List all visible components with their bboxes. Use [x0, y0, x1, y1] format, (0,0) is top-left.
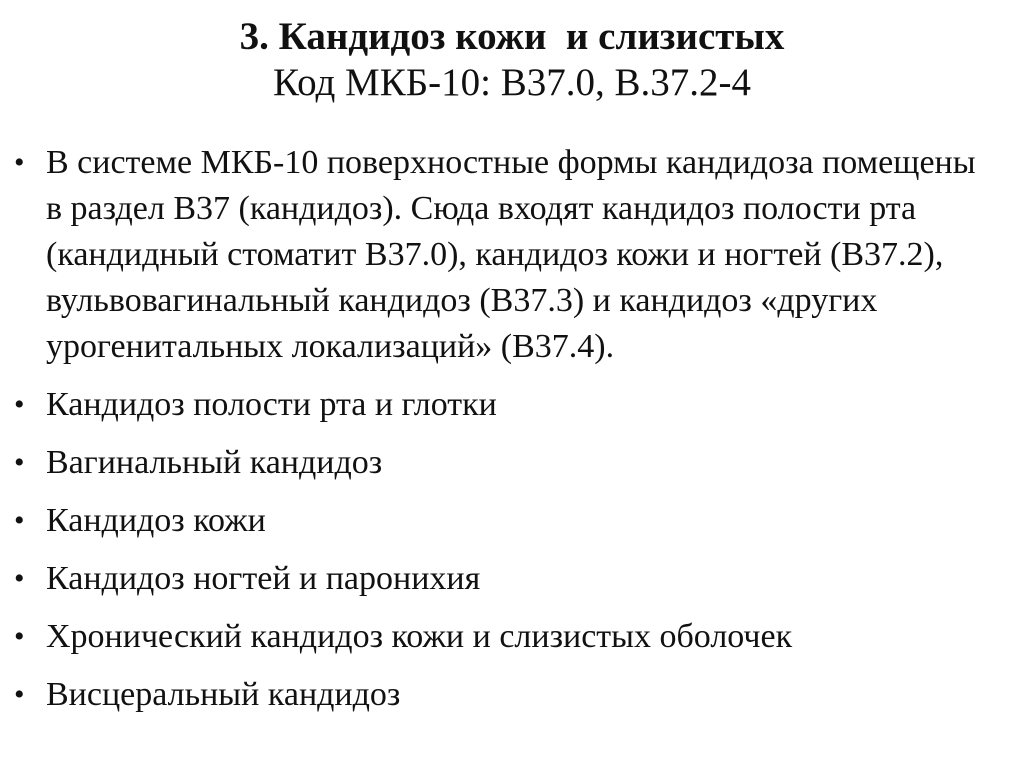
bullet-text: Кандидоз кожи	[46, 502, 266, 539]
bullet-item-vaginal	[0, 440, 976, 486]
bullet-list	[0, 140, 976, 718]
bullet-item-icd-description	[0, 140, 976, 370]
bullet-text: Кандидоз ногтей и паронихия	[46, 560, 481, 597]
bullet-text: Вагинальный кандидоз	[46, 444, 383, 481]
title-heading: 3. Кандидоз кожи и слизистых	[239, 15, 785, 58]
title-icd-code: Код МКБ-10: В37.0, В.37.2-4	[273, 61, 751, 104]
bullet-dot-icon: •	[14, 562, 25, 595]
bullet-dot-icon: •	[14, 388, 25, 421]
bullet-text: Висцеральный кандидоз	[46, 676, 401, 713]
slide-title	[0, 14, 1024, 106]
bullet-dot-icon: •	[14, 146, 25, 179]
bullet-item-visceral	[0, 672, 976, 718]
bullet-dot-icon: •	[14, 446, 25, 479]
bullet-text: В системе МКБ-10 поверхностные формы кандидоза помещены в раздел В37 (кандидоз). Сюда входят кандидоз полости рта (кандидный стоматит В37.0), кандидоз кожи и ногтей (В37.2), вульвовагинальный кандидоз (В37.3) и кандидоз «других урогенитальных локализаций» (В37.4).	[46, 144, 976, 365]
bullet-item-chronic-mucocutaneous	[0, 614, 976, 660]
bullet-item-skin	[0, 498, 976, 544]
bullet-text: Кандидоз полости рта и глотки	[46, 386, 497, 423]
bullet-item-nails	[0, 556, 976, 602]
bullet-dot-icon: •	[14, 678, 25, 711]
bullet-item-oral-pharyngeal	[0, 382, 976, 428]
bullet-text: Хронический кандидоз кожи и слизистых оболочек	[46, 618, 793, 655]
bullet-dot-icon: •	[14, 504, 25, 537]
bullet-dot-icon: •	[14, 620, 25, 653]
